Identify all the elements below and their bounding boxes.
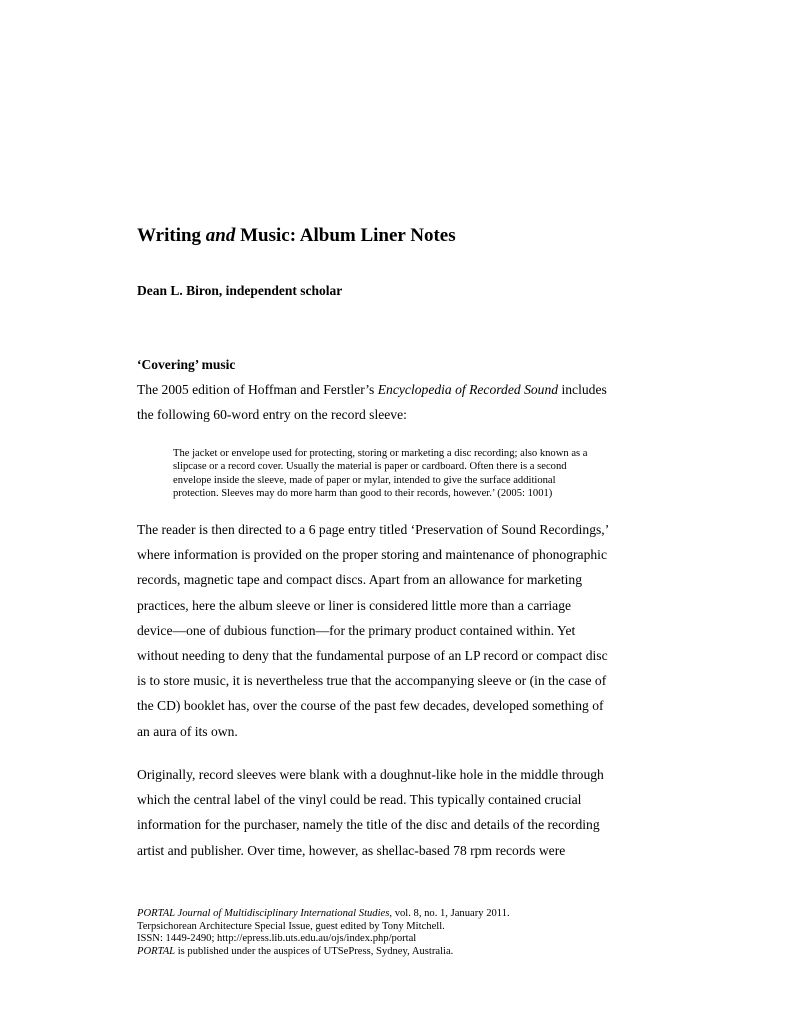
paragraph-line: artist and publisher. Over time, however, as shellac-based 78 rpm records were [137, 842, 566, 858]
footer-text: is published under the auspices of UTSePress, Sydney, Australia. [175, 945, 454, 957]
paragraph-line: the following 60-word entry on the record sleeve: [137, 407, 407, 423]
paragraph-line: practices, here the album sleeve or liner is considered little more than a carriage [137, 597, 572, 613]
paragraph-line: which the central label of the vinyl could be read. This typically contained crucial [137, 792, 582, 808]
portal-name-italic: PORTAL [137, 945, 176, 957]
footer-journal-line [137, 908, 652, 921]
footer-text: , vol. 8, no. 1, January 2011. [389, 908, 510, 919]
paragraph-line: an aura of its own. [137, 723, 238, 739]
paragraph-line: the CD) booklet has, over the course of the past few decades, developed something of [137, 698, 604, 714]
footer-issue-line: Terpsichorean Architecture Special Issue, guest edited by Tony Mitchell. [137, 920, 445, 932]
paragraph-line: The reader is then directed to a 6 page entry titled ‘Preservation of Sound Recordings,’ [137, 522, 610, 537]
article-title [137, 224, 456, 248]
paragraph-intro [137, 377, 652, 427]
document-page [137, 0, 652, 1024]
encyclopedia-title-italic: Encyclopedia of Recorded Sound [377, 382, 559, 397]
footer-publisher-line [137, 946, 652, 959]
paragraph-line-text: includes [558, 382, 607, 397]
paragraph-line-text: The 2005 edition of Hoffman and Ferstler’s [137, 382, 378, 397]
block-quote [173, 447, 653, 501]
section-heading: ‘Covering’ music [137, 357, 236, 372]
journal-name-italic: PORTAL Journal of Multidisciplinary International Studies [137, 908, 390, 919]
paragraph-preservation [137, 517, 652, 744]
title-part-2-italic: and [205, 225, 236, 246]
quote-line: slipcase or a record cover. Usually the material is paper or cardboard. Often there is a second [173, 461, 567, 473]
paragraph-line [137, 377, 652, 402]
author-line: Dean L. Biron, independent scholar [137, 283, 343, 298]
quote-line: The jacket or envelope used for protecting, storing or marketing a disc recording; also known as a [173, 448, 588, 459]
quote-line: envelope inside the sleeve, made of paper or mylar, intended to give the surface additional [173, 474, 556, 486]
footer-issn-line: ISSN: 1449-2490; http://epress.lib.uts.edu.au/ojs/index.php/portal [137, 933, 417, 944]
title-part-1: Writing [137, 225, 206, 246]
paragraph-line: is to store music, it is nevertheless true that the accompanying sleeve or (in the case of [137, 673, 607, 689]
quote-line: protection. Sleeves may do more harm than good to their records, however.’ (2005: 1001) [173, 488, 553, 500]
paragraph-line: where information is provided on the proper storing and maintenance of phonographic [137, 547, 607, 563]
paragraph-line: information for the purchaser, namely the title of the disc and details of the recording [137, 817, 600, 833]
paragraph-line: without needing to deny that the fundamental purpose of an LP record or compact disc [137, 648, 608, 664]
title-part-3: Music: Album Liner Notes [235, 225, 456, 246]
page-footer [137, 908, 652, 958]
paragraph-line: Originally, record sleeves were blank with a doughnut-like hole in the middle through [137, 767, 604, 782]
paragraph-line: records, magnetic tape and compact discs. Apart from an allowance for marketing [137, 572, 583, 588]
paragraph-originally [137, 762, 652, 863]
paragraph-line: device—one of dubious function—for the primary product contained within. Yet [137, 622, 576, 638]
